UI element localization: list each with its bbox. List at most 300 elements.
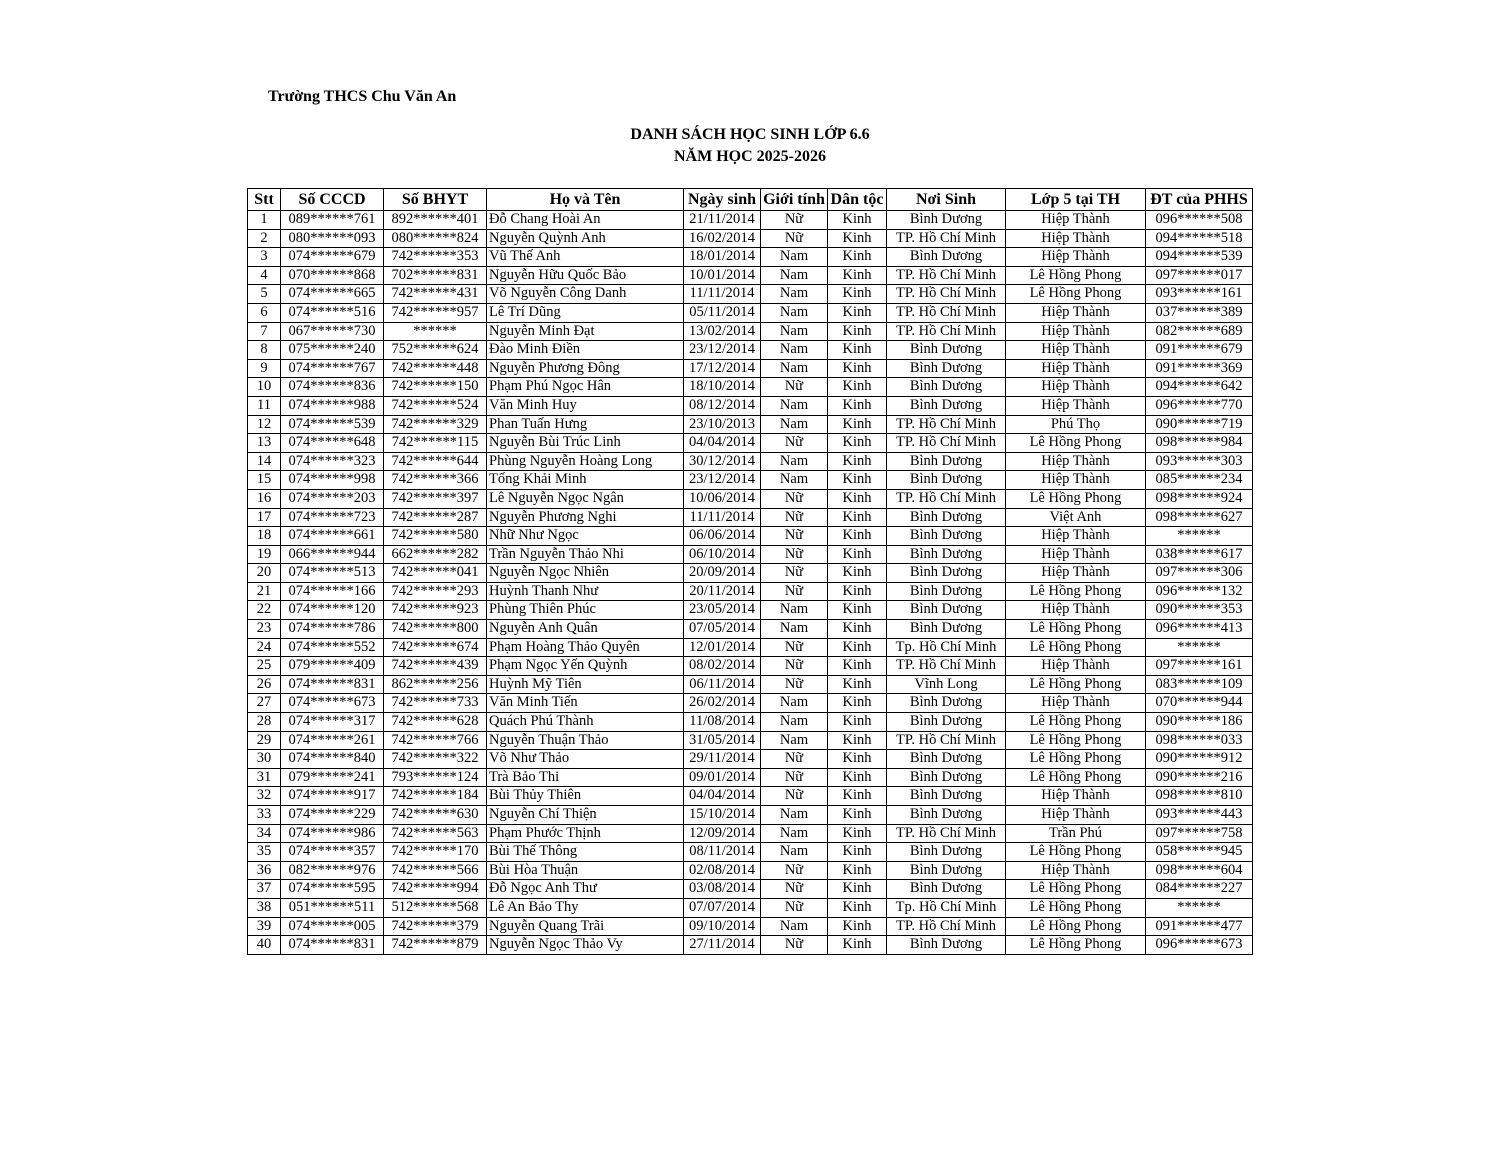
table-row	[248, 806, 1253, 825]
cell-full-name: Phan Tuấn Hưng	[487, 415, 684, 434]
cell-cccd: 074******203	[281, 489, 384, 508]
cell-birth-date: 10/06/2014	[684, 489, 761, 508]
cell-bhyt: 742******766	[384, 731, 487, 750]
cell-stt: 25	[248, 657, 281, 676]
cell-gender: Nam	[761, 806, 828, 825]
cell-grade5-school: Hiệp Thành	[1006, 545, 1146, 564]
cell-stt: 38	[248, 898, 281, 917]
cell-bhyt: 742******994	[384, 880, 487, 899]
cell-full-name: Tống Khải Minh	[487, 471, 684, 490]
cell-birth-date: 08/12/2014	[684, 396, 761, 415]
cell-birthplace: Bình Dương	[887, 527, 1006, 546]
cell-grade5-school: Lê Hồng Phong	[1006, 620, 1146, 639]
cell-birthplace: TP. Hồ Chí Minh	[887, 285, 1006, 304]
header-full-name: Họ và Tên	[487, 189, 684, 211]
cell-bhyt: 742******628	[384, 713, 487, 732]
cell-gender: Nam	[761, 396, 828, 415]
cell-grade5-school: Lê Hồng Phong	[1006, 843, 1146, 862]
cell-birthplace: Bình Dương	[887, 601, 1006, 620]
cell-ethnicity: Kinh	[828, 731, 887, 750]
cell-birthplace: TP. Hồ Chí Minh	[887, 434, 1006, 453]
cell-full-name: Nguyễn Phương Đông	[487, 359, 684, 378]
cell-stt: 10	[248, 378, 281, 397]
cell-birth-date: 08/02/2014	[684, 657, 761, 676]
cell-cccd: 074******323	[281, 452, 384, 471]
cell-birthplace: Bình Dương	[887, 508, 1006, 527]
cell-bhyt: 742******644	[384, 452, 487, 471]
cell-parent-phone: 097******017	[1146, 266, 1253, 285]
cell-birthplace: Bình Dương	[887, 359, 1006, 378]
cell-birthplace: TP. Hồ Chí Minh	[887, 322, 1006, 341]
cell-birth-date: 07/07/2014	[684, 898, 761, 917]
cell-birth-date: 15/10/2014	[684, 806, 761, 825]
cell-ethnicity: Kinh	[828, 359, 887, 378]
cell-gender: Nam	[761, 824, 828, 843]
cell-birth-date: 29/11/2014	[684, 750, 761, 769]
cell-gender: Nữ	[761, 936, 828, 955]
cell-stt: 36	[248, 861, 281, 880]
cell-bhyt: 742******150	[384, 378, 487, 397]
cell-birthplace: Bình Dương	[887, 768, 1006, 787]
cell-cccd: 074******917	[281, 787, 384, 806]
cell-full-name: Nhữ Như Ngọc	[487, 527, 684, 546]
cell-ethnicity: Kinh	[828, 713, 887, 732]
cell-birthplace: Bình Dương	[887, 471, 1006, 490]
cell-parent-phone: 085******234	[1146, 471, 1253, 490]
cell-birth-date: 11/11/2014	[684, 508, 761, 527]
cell-birthplace: Bình Dương	[887, 787, 1006, 806]
table-row	[248, 638, 1253, 657]
cell-bhyt: 742******366	[384, 471, 487, 490]
cell-stt: 12	[248, 415, 281, 434]
school-year-subtitle: NĂM HỌC 2025-2026	[674, 148, 826, 165]
cell-gender: Nữ	[761, 768, 828, 787]
cell-gender: Nữ	[761, 489, 828, 508]
table-row	[248, 266, 1253, 285]
cell-cccd: 074******261	[281, 731, 384, 750]
header-bhyt: Số BHYT	[384, 189, 487, 211]
cell-ethnicity: Kinh	[828, 806, 887, 825]
cell-bhyt: 742******379	[384, 917, 487, 936]
cell-bhyt: 742******329	[384, 415, 487, 434]
cell-stt: 28	[248, 713, 281, 732]
cell-ethnicity: Kinh	[828, 936, 887, 955]
cell-ethnicity: Kinh	[828, 917, 887, 936]
cell-grade5-school: Lê Hồng Phong	[1006, 285, 1146, 304]
cell-ethnicity: Kinh	[828, 638, 887, 657]
cell-ethnicity: Kinh	[828, 229, 887, 248]
cell-ethnicity: Kinh	[828, 266, 887, 285]
cell-cccd: 074******665	[281, 285, 384, 304]
cell-cccd: 074******831	[281, 675, 384, 694]
cell-cccd: 074******679	[281, 248, 384, 267]
cell-bhyt: 512******568	[384, 898, 487, 917]
cell-full-name: Nguyễn Quang Trãi	[487, 917, 684, 936]
cell-grade5-school: Hiệp Thành	[1006, 322, 1146, 341]
cell-stt: 29	[248, 731, 281, 750]
cell-birthplace: TP. Hồ Chí Minh	[887, 229, 1006, 248]
cell-birthplace: TP. Hồ Chí Minh	[887, 917, 1006, 936]
cell-grade5-school: Lê Hồng Phong	[1006, 936, 1146, 955]
cell-full-name: Huỳnh Mỹ Tiên	[487, 675, 684, 694]
header-grade5-school: Lớp 5 tại TH	[1006, 189, 1146, 211]
cell-gender: Nữ	[761, 434, 828, 453]
cell-parent-phone: 094******518	[1146, 229, 1253, 248]
cell-ethnicity: Kinh	[828, 545, 887, 564]
cell-ethnicity: Kinh	[828, 396, 887, 415]
cell-gender: Nam	[761, 341, 828, 360]
cell-parent-phone: 070******944	[1146, 694, 1253, 713]
cell-parent-phone: 058******945	[1146, 843, 1253, 862]
table-row	[248, 601, 1253, 620]
cell-stt: 20	[248, 564, 281, 583]
cell-gender: Nam	[761, 303, 828, 322]
cell-stt: 26	[248, 675, 281, 694]
cell-parent-phone: 096******413	[1146, 620, 1253, 639]
cell-grade5-school: Hiệp Thành	[1006, 211, 1146, 230]
cell-full-name: Nguyễn Phương Nghi	[487, 508, 684, 527]
cell-bhyt: 742******439	[384, 657, 487, 676]
cell-grade5-school: Trần Phú	[1006, 824, 1146, 843]
cell-parent-phone: 098******984	[1146, 434, 1253, 453]
cell-gender: Nữ	[761, 750, 828, 769]
table-row	[248, 787, 1253, 806]
cell-parent-phone: 098******924	[1146, 489, 1253, 508]
cell-birthplace: Bình Dương	[887, 694, 1006, 713]
cell-gender: Nam	[761, 843, 828, 862]
cell-full-name: Lê Nguyễn Ngọc Ngân	[487, 489, 684, 508]
cell-parent-phone: 097******161	[1146, 657, 1253, 676]
cell-bhyt: 742******041	[384, 564, 487, 583]
cell-birthplace: Bình Dương	[887, 396, 1006, 415]
cell-stt: 33	[248, 806, 281, 825]
cell-stt: 19	[248, 545, 281, 564]
cell-birthplace: TP. Hồ Chí Minh	[887, 731, 1006, 750]
cell-birth-date: 23/12/2014	[684, 471, 761, 490]
cell-parent-phone: ******	[1146, 898, 1253, 917]
cell-parent-phone: 098******604	[1146, 861, 1253, 880]
table-row	[248, 452, 1253, 471]
cell-gender: Nam	[761, 917, 828, 936]
table-row	[248, 322, 1253, 341]
cell-parent-phone: 090******216	[1146, 768, 1253, 787]
cell-grade5-school: Hiệp Thành	[1006, 452, 1146, 471]
table-row	[248, 229, 1253, 248]
cell-gender: Nam	[761, 415, 828, 434]
table-row	[248, 508, 1253, 527]
cell-stt: 8	[248, 341, 281, 360]
cell-parent-phone: 038******617	[1146, 545, 1253, 564]
table-row	[248, 545, 1253, 564]
cell-birth-date: 20/09/2014	[684, 564, 761, 583]
cell-grade5-school: Hiệp Thành	[1006, 657, 1146, 676]
cell-birthplace: Bình Dương	[887, 452, 1006, 471]
cell-gender: Nam	[761, 620, 828, 639]
cell-full-name: Văn Minh Huy	[487, 396, 684, 415]
cell-bhyt: 752******624	[384, 341, 487, 360]
cell-grade5-school: Hiệp Thành	[1006, 806, 1146, 825]
header-stt: Stt	[248, 189, 281, 211]
cell-grade5-school: Hiệp Thành	[1006, 471, 1146, 490]
cell-full-name: Phạm Phú Ngọc Hân	[487, 378, 684, 397]
cell-birthplace: Bình Dương	[887, 806, 1006, 825]
header-birth-date: Ngày sinh	[684, 189, 761, 211]
cell-full-name: Phạm Phước Thịnh	[487, 824, 684, 843]
table-row	[248, 341, 1253, 360]
cell-cccd: 074******166	[281, 582, 384, 601]
cell-birthplace: Bình Dương	[887, 211, 1006, 230]
cell-full-name: Nguyễn Minh Đạt	[487, 322, 684, 341]
cell-full-name: Bùi Hòa Thuận	[487, 861, 684, 880]
table-body	[248, 211, 1253, 955]
cell-full-name: Nguyễn Ngọc Nhiên	[487, 564, 684, 583]
cell-birth-date: 10/01/2014	[684, 266, 761, 285]
cell-stt: 18	[248, 527, 281, 546]
cell-bhyt: 742******431	[384, 285, 487, 304]
cell-parent-phone: 084******227	[1146, 880, 1253, 899]
cell-gender: Nữ	[761, 898, 828, 917]
cell-birthplace: Vĩnh Long	[887, 675, 1006, 694]
cell-stt: 22	[248, 601, 281, 620]
table-row	[248, 359, 1253, 378]
cell-bhyt: 662******282	[384, 545, 487, 564]
cell-full-name: Đào Minh Điền	[487, 341, 684, 360]
cell-gender: Nữ	[761, 229, 828, 248]
cell-birthplace: TP. Hồ Chí Minh	[887, 489, 1006, 508]
cell-parent-phone: 094******642	[1146, 378, 1253, 397]
cell-gender: Nữ	[761, 880, 828, 899]
cell-gender: Nữ	[761, 564, 828, 583]
cell-bhyt: 702******831	[384, 266, 487, 285]
cell-bhyt: 892******401	[384, 211, 487, 230]
cell-bhyt: 742******397	[384, 489, 487, 508]
cell-cccd: 079******241	[281, 768, 384, 787]
table-row	[248, 936, 1253, 955]
cell-stt: 39	[248, 917, 281, 936]
cell-cccd: 074******786	[281, 620, 384, 639]
cell-cccd: 074******120	[281, 601, 384, 620]
cell-stt: 35	[248, 843, 281, 862]
cell-gender: Nữ	[761, 582, 828, 601]
cell-full-name: Võ Nguyễn Công Danh	[487, 285, 684, 304]
cell-stt: 3	[248, 248, 281, 267]
cell-ethnicity: Kinh	[828, 341, 887, 360]
cell-birthplace: TP. Hồ Chí Minh	[887, 415, 1006, 434]
cell-parent-phone: 096******132	[1146, 582, 1253, 601]
cell-bhyt: ******	[384, 322, 487, 341]
cell-stt: 7	[248, 322, 281, 341]
cell-birthplace: Bình Dương	[887, 582, 1006, 601]
cell-cccd: 074******836	[281, 378, 384, 397]
cell-birth-date: 20/11/2014	[684, 582, 761, 601]
cell-grade5-school: Lê Hồng Phong	[1006, 675, 1146, 694]
table-row	[248, 768, 1253, 787]
cell-stt: 23	[248, 620, 281, 639]
cell-cccd: 074******673	[281, 694, 384, 713]
cell-bhyt: 742******923	[384, 601, 487, 620]
cell-grade5-school: Lê Hồng Phong	[1006, 898, 1146, 917]
cell-bhyt: 742******293	[384, 582, 487, 601]
table-row	[248, 675, 1253, 694]
table-row	[248, 750, 1253, 769]
cell-grade5-school: Lê Hồng Phong	[1006, 582, 1146, 601]
cell-gender: Nam	[761, 471, 828, 490]
cell-gender: Nữ	[761, 657, 828, 676]
cell-grade5-school: Lê Hồng Phong	[1006, 434, 1146, 453]
table-row	[248, 211, 1253, 230]
cell-parent-phone: ******	[1146, 527, 1253, 546]
cell-gender: Nam	[761, 322, 828, 341]
cell-parent-phone: 091******477	[1146, 917, 1253, 936]
cell-gender: Nữ	[761, 211, 828, 230]
cell-bhyt: 742******800	[384, 620, 487, 639]
cell-parent-phone: 093******303	[1146, 452, 1253, 471]
cell-grade5-school: Hiệp Thành	[1006, 396, 1146, 415]
cell-cccd: 074******723	[281, 508, 384, 527]
cell-bhyt: 742******566	[384, 861, 487, 880]
cell-ethnicity: Kinh	[828, 248, 887, 267]
cell-bhyt: 742******287	[384, 508, 487, 527]
cell-stt: 6	[248, 303, 281, 322]
cell-bhyt: 742******184	[384, 787, 487, 806]
cell-birthplace: TP. Hồ Chí Minh	[887, 657, 1006, 676]
cell-parent-phone: 093******161	[1146, 285, 1253, 304]
cell-ethnicity: Kinh	[828, 824, 887, 843]
cell-birthplace: Bình Dương	[887, 843, 1006, 862]
cell-birth-date: 11/11/2014	[684, 285, 761, 304]
cell-full-name: Huỳnh Thanh Như	[487, 582, 684, 601]
cell-full-name: Đỗ Chang Hoài An	[487, 211, 684, 230]
cell-ethnicity: Kinh	[828, 211, 887, 230]
school-name: Trường THCS Chu Văn An	[268, 88, 457, 105]
cell-birth-date: 16/02/2014	[684, 229, 761, 248]
cell-gender: Nữ	[761, 675, 828, 694]
cell-bhyt: 742******630	[384, 806, 487, 825]
cell-birthplace: Bình Dương	[887, 545, 1006, 564]
cell-full-name: Phùng Thiên Phúc	[487, 601, 684, 620]
cell-gender: Nam	[761, 452, 828, 471]
cell-birthplace: Bình Dương	[887, 750, 1006, 769]
cell-full-name: Nguyễn Ngọc Thảo Vy	[487, 936, 684, 955]
cell-birth-date: 26/02/2014	[684, 694, 761, 713]
cell-parent-phone: 037******389	[1146, 303, 1253, 322]
cell-ethnicity: Kinh	[828, 601, 887, 620]
cell-full-name: Nguyễn Quỳnh Anh	[487, 229, 684, 248]
cell-stt: 37	[248, 880, 281, 899]
cell-ethnicity: Kinh	[828, 285, 887, 304]
cell-birthplace: Bình Dương	[887, 564, 1006, 583]
cell-grade5-school: Hiệp Thành	[1006, 861, 1146, 880]
cell-birthplace: TP. Hồ Chí Minh	[887, 303, 1006, 322]
cell-gender: Nữ	[761, 545, 828, 564]
cell-full-name: Lê An Bảo Thy	[487, 898, 684, 917]
cell-full-name: Trần Nguyễn Thảo Nhi	[487, 545, 684, 564]
cell-ethnicity: Kinh	[828, 843, 887, 862]
table-row	[248, 248, 1253, 267]
table-row	[248, 415, 1253, 434]
cell-birthplace: TP. Hồ Chí Minh	[887, 824, 1006, 843]
cell-bhyt: 742******448	[384, 359, 487, 378]
cell-birth-date: 07/05/2014	[684, 620, 761, 639]
table-row	[248, 880, 1253, 899]
cell-cccd: 070******868	[281, 266, 384, 285]
cell-parent-phone: 098******033	[1146, 731, 1253, 750]
table-row	[248, 527, 1253, 546]
header-cccd: Số CCCD	[281, 189, 384, 211]
cell-cccd: 082******976	[281, 861, 384, 880]
cell-grade5-school: Lê Hồng Phong	[1006, 713, 1146, 732]
cell-birthplace: Bình Dương	[887, 713, 1006, 732]
table-row	[248, 694, 1253, 713]
cell-birth-date: 21/11/2014	[684, 211, 761, 230]
cell-birth-date: 03/08/2014	[684, 880, 761, 899]
cell-cccd: 074******317	[281, 713, 384, 732]
cell-cccd: 079******409	[281, 657, 384, 676]
cell-stt: 40	[248, 936, 281, 955]
cell-bhyt: 742******170	[384, 843, 487, 862]
cell-birth-date: 18/10/2014	[684, 378, 761, 397]
cell-birth-date: 04/04/2014	[684, 787, 761, 806]
cell-bhyt: 742******353	[384, 248, 487, 267]
cell-full-name: Nguyễn Bùi Trúc Linh	[487, 434, 684, 453]
table-header-row	[248, 189, 1253, 211]
cell-birth-date: 31/05/2014	[684, 731, 761, 750]
cell-cccd: 074******552	[281, 638, 384, 657]
cell-ethnicity: Kinh	[828, 434, 887, 453]
cell-bhyt: 080******824	[384, 229, 487, 248]
cell-cccd: 066******944	[281, 545, 384, 564]
cell-grade5-school: Phú Thọ	[1006, 415, 1146, 434]
cell-birth-date: 23/12/2014	[684, 341, 761, 360]
cell-stt: 1	[248, 211, 281, 230]
cell-grade5-school: Hiệp Thành	[1006, 341, 1146, 360]
cell-birth-date: 23/10/2013	[684, 415, 761, 434]
cell-stt: 11	[248, 396, 281, 415]
header-gender: Giới tính	[761, 189, 828, 211]
cell-parent-phone: 098******627	[1146, 508, 1253, 527]
cell-cccd: 074******986	[281, 824, 384, 843]
cell-grade5-school: Lê Hồng Phong	[1006, 489, 1146, 508]
table-row	[248, 620, 1253, 639]
cell-parent-phone: 090******353	[1146, 601, 1253, 620]
cell-stt: 9	[248, 359, 281, 378]
cell-ethnicity: Kinh	[828, 527, 887, 546]
table-row	[248, 713, 1253, 732]
cell-grade5-school: Hiệp Thành	[1006, 378, 1146, 397]
cell-grade5-school: Lê Hồng Phong	[1006, 917, 1146, 936]
cell-ethnicity: Kinh	[828, 582, 887, 601]
cell-stt: 14	[248, 452, 281, 471]
cell-grade5-school: Hiệp Thành	[1006, 229, 1146, 248]
cell-bhyt: 742******115	[384, 434, 487, 453]
cell-ethnicity: Kinh	[828, 415, 887, 434]
table-row	[248, 303, 1253, 322]
cell-full-name: Võ Như Thảo	[487, 750, 684, 769]
cell-ethnicity: Kinh	[828, 303, 887, 322]
cell-ethnicity: Kinh	[828, 898, 887, 917]
cell-grade5-school: Hiệp Thành	[1006, 601, 1146, 620]
cell-grade5-school: Hiệp Thành	[1006, 527, 1146, 546]
table-row	[248, 378, 1253, 397]
cell-full-name: Quách Phú Thành	[487, 713, 684, 732]
cell-birthplace: Bình Dương	[887, 861, 1006, 880]
cell-cccd: 074******357	[281, 843, 384, 862]
cell-birth-date: 17/12/2014	[684, 359, 761, 378]
cell-stt: 31	[248, 768, 281, 787]
cell-cccd: 074******661	[281, 527, 384, 546]
cell-parent-phone: 096******673	[1146, 936, 1253, 955]
cell-birth-date: 08/11/2014	[684, 843, 761, 862]
